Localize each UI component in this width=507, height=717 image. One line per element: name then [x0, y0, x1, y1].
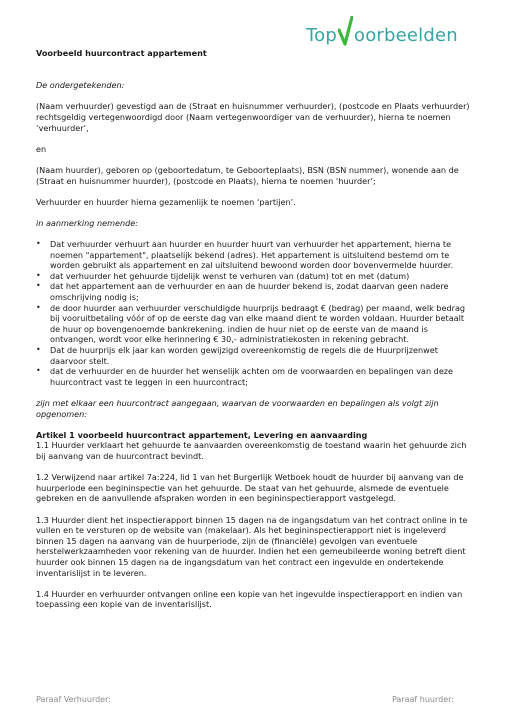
brand-logo — [306, 12, 458, 46]
list-item: • dat de verhuurder en de huurder het wenselijk achten om de voorwaarden en bepalingen van deze huurcontract vast te leggen in een huurcontract; — [36, 366, 476, 387]
tenant-initials-label: Paraaf huurder: — [391, 695, 454, 704]
article-1-heading: Artikel 1 voorbeeld huurcontract appartement, Levering en aanvaarding — [36, 429, 368, 440]
parties-paragraph: Verhuurder en huurder hierna gezamenlijk te noemen ‘partijen’. — [36, 196, 296, 207]
article-1-3: 1.3 Huurder dient het inspectierapport binnen 15 dagen na de ingangsdatum van het contract online in te vullen en te versturen op de website van (makelaar). Als het begininspectierapport niet is ingeleverd binnen 15 dagen na aanvang van de huurperiode, zijn de (financiële) gevolgen van eventuele herstelwerkzaamheden voor rekening van de huurder. Indien het een gemeubileerde woning betreft dient huurder ook binnen 15 dagen na de ingangsdatum van het contract een ingevulde en ondertekende inventarislijst in te leveren. — [36, 514, 468, 578]
page-footer — [36, 695, 454, 704]
logo-text-voorbeelden: oorbeelden — [353, 25, 458, 46]
landlord-initials-label: Paraaf Verhuurder: — [36, 695, 111, 704]
considering-heading: in aanmerking nemende: — [36, 217, 138, 228]
article-1-2: 1.2 Verwijzend naar artikel 7a:224, lid 1 van het Burgerlijk Wetboek houdt de huurder bij aanvang van de huurperiode een begininspectie van het gehuurde. De staat van het gehuurde, alsmede de eventuele gebreken en de aanvullende afspraken worden in een begininspectierapport vastgelegd. — [36, 472, 464, 504]
tenant-paragraph: (Naam huurder), geboren op (geboortedatum, te Geboorteplaats), BSN (BSN nummer), wonende aan de (Straat en huisnummer huurder), (postcode en Plaats), hierna te noemen ‘huurder’; — [36, 164, 459, 186]
logo-text-top: Top — [306, 25, 337, 46]
landlord-paragraph: (Naam verhuurder) gevestigd aan de (Straat en huisnummer verhuurder), (postcode en Plaats verhuurder) rechtsgeldig vertegenwoordigd door (Naam vertegenwoordiger van de verhuurder), hierna te noemen ‘verhuurder’, — [36, 101, 470, 133]
contract-document — [36, 48, 476, 610]
list-item: • Dat verhuurder verhuurt aan huurder en huurder huurt van verhuurder het appartement, hierna te noemen "appartement", plaatselijk bekend (adres). Het appartement is uitsluitend bestemd om te worden gebruikt als appartement en zal uitsluitend bewoond worden door bovenvermelde huurder. — [36, 239, 476, 271]
and-paragraph: en — [36, 143, 47, 154]
considerations-list — [36, 239, 476, 387]
article-1-1: 1.1 Huurder verklaart het gehuurde te aanvaarden overeenkomstig de toestand waarin het gehuurde zich bij aanvang van de huurcontract bevindt. — [36, 440, 467, 461]
list-item: • Dat de huurprijs elk jaar kan worden gewijzigd overeenkomstig de regels die de Huurprijzenwet daarvoor stelt. — [36, 345, 476, 366]
article-1-4: 1.4 Huurder en verhuurder ontvangen online een kopie van het ingevulde inspectierapport en indien van toepassing een kopie van de inventarislijst. — [36, 588, 463, 610]
undersigned-heading: De ondergetekenden: — [36, 80, 125, 91]
agreed-paragraph: zijn met elkaar een huurcontract aangegaan, waarvan de voorwaarden en bepalingen als volgt zijn opgenomen: — [36, 398, 439, 419]
list-item: • dat het appartement aan de verhuurder en aan de huurder bekend is, zodat daarvan geen nadere omschrijving nodig is; — [36, 281, 476, 302]
document-title: Voorbeeld huurcontract appartement — [36, 48, 207, 58]
list-item: • de door huurder aan verhuurder verschuldigde huurprijs bedraagt € (bedrag) per maand, welk bedrag bij vooruitbetaling vóór of op de eerste dag van elke maand dient te worden voldaan. Huurder betaalt de huur op bovengenoemde bankrekening. indien de huur niet op de eerste van de maand is ontvangen, wordt voor elke herinnering € 30,- administratiekosten in rekening gebracht. — [36, 303, 476, 345]
list-item: • dat verhuurder het gehuurde tijdelijk wenst te verhuren van (datum) tot en met (datum) — [36, 271, 476, 282]
checkmark-icon — [338, 16, 353, 46]
